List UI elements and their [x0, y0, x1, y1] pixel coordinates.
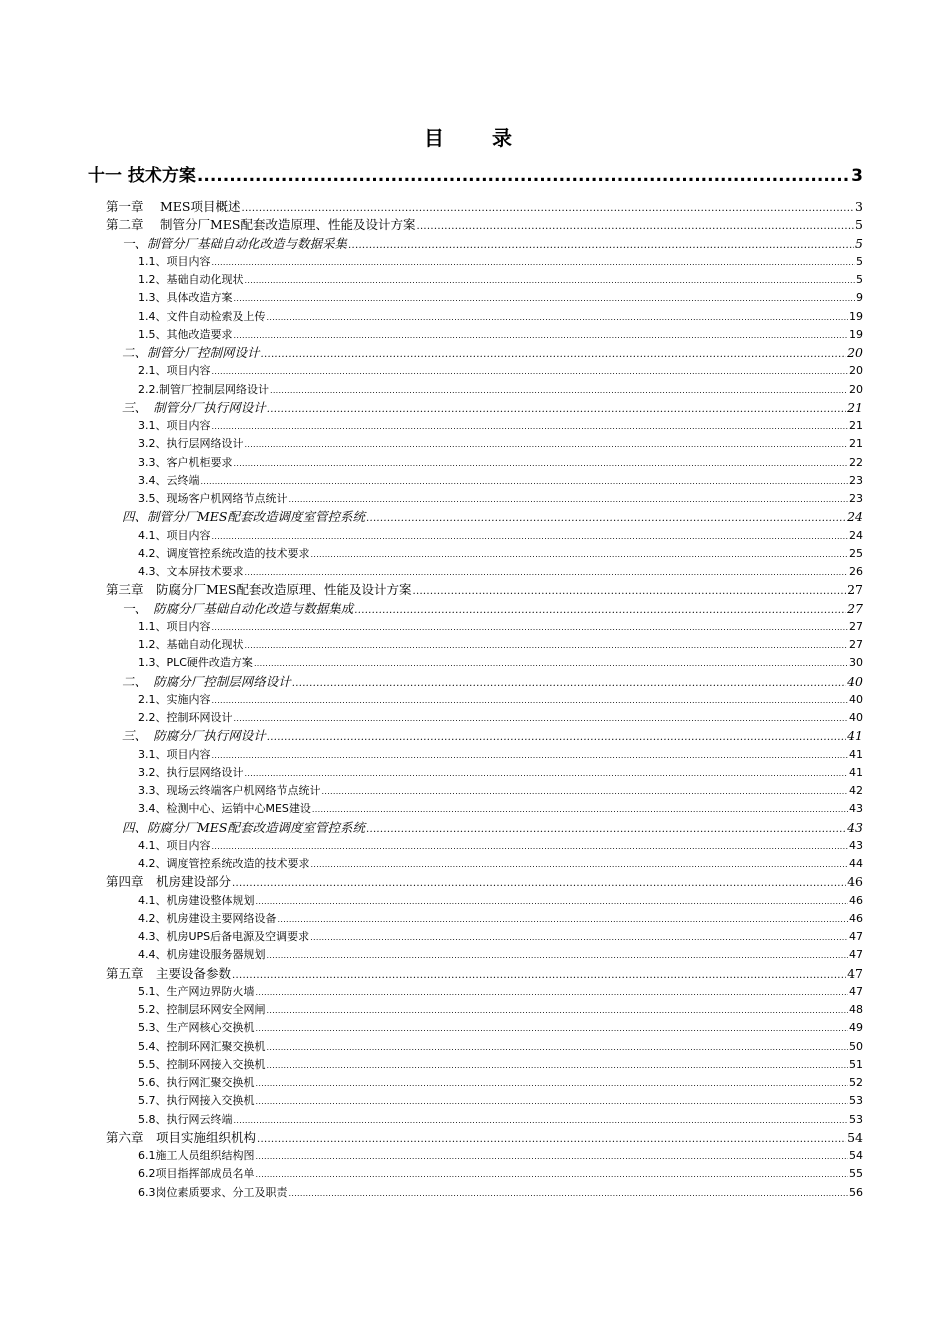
toc-entry-sub[interactable] — [138, 362, 863, 380]
toc-entry-label: 3.2、执行层网络设计 — [138, 437, 244, 451]
toc-entry-label: 5.5、控制环网接入交换机 — [138, 1057, 266, 1071]
toc-entry-label: 第三章 防腐分厂MES配套改造原理、性能及设计方案 — [106, 582, 412, 598]
toc-entry-page-number: 19 — [849, 309, 863, 323]
toc-entry-label: 3.1、项目内容 — [138, 747, 211, 761]
toc-leader-dots — [256, 1147, 849, 1166]
toc-entry-sub[interactable] — [138, 308, 863, 326]
toc-entry-page-number: 21 — [847, 399, 863, 415]
toc-entry-label: 4.3、文本屏技术要求 — [138, 565, 244, 578]
toc-leader-dots — [416, 216, 854, 236]
toc-entry-page-number: 3 — [855, 199, 863, 214]
toc-entry-sub[interactable] — [138, 472, 863, 490]
toc-leader-dots — [234, 289, 856, 308]
toc-entry-label: 3.5、现场客户机网络节点统计 — [138, 492, 288, 505]
toc-entry-label: 4.2、调度管控系统改造的技术要求 — [138, 546, 310, 560]
toc-entry-label: 三、 制管分厂执行网设计 — [122, 399, 266, 415]
toc-leader-dots — [312, 800, 848, 819]
toc-entry-page-number: 54 — [849, 1149, 863, 1162]
toc-entry-label: 5.4、控制环网汇聚交换机 — [138, 1039, 266, 1053]
toc-entry-sub[interactable] — [138, 910, 863, 928]
toc-entry-page-number: 55 — [849, 1167, 863, 1181]
toc-entry-sub[interactable] — [138, 1165, 863, 1183]
toc-entry-sub[interactable] — [138, 1038, 863, 1056]
toc-leader-dots — [245, 435, 849, 454]
toc-entry-page-number: 23 — [849, 473, 863, 487]
toc-entry-page-number: 43 — [849, 802, 863, 816]
toc-entry-label: 5.2、控制层环网安全网闸 — [138, 1003, 266, 1016]
toc-entry-label: 4.3、机房UPS后备电源及空调要求 — [138, 930, 310, 943]
toc-entry-sub[interactable] — [138, 800, 863, 818]
toc-entry-section[interactable] — [122, 673, 863, 691]
toc-entry-section[interactable] — [122, 399, 863, 417]
toc-entry-page-number: 21 — [849, 437, 863, 451]
toc-leader-dots — [234, 709, 849, 728]
toc-entry-page-number: 24 — [847, 509, 863, 525]
toc-leader-dots — [256, 1019, 849, 1038]
toc-entry-page-number: 53 — [849, 1112, 863, 1126]
toc-leader-dots — [232, 965, 846, 985]
toc-leader-dots — [234, 1111, 849, 1130]
toc-leader-dots — [289, 1184, 849, 1203]
toc-entry-label: 二、 防腐分厂控制层网络设计 — [122, 673, 291, 689]
toc-entry-chapter[interactable] — [106, 1129, 863, 1147]
toc-entry-page-number: 47 — [849, 930, 863, 943]
toc-entry-sub[interactable] — [138, 1147, 863, 1165]
toc-leader-dots — [245, 563, 849, 582]
toc-leader-dots — [261, 344, 847, 364]
toc-leader-dots — [256, 1165, 849, 1184]
toc-entry-label: 3.4、检测中心、运销中心MES建设 — [138, 802, 311, 816]
toc-entry-page-number: 47 — [849, 984, 863, 998]
toc-entry-label: 4.1、项目内容 — [138, 838, 211, 852]
toc-leader-dots — [267, 1056, 849, 1075]
toc-entry-chapter[interactable] — [106, 581, 863, 599]
toc-entry-page-number: 24 — [849, 528, 863, 542]
toc-leader-dots — [311, 855, 849, 874]
toc-leader-dots — [278, 910, 849, 929]
toc-entry-label: 2.1、项目内容 — [138, 364, 211, 378]
toc-leader-dots — [254, 654, 848, 673]
toc-entry-chapter[interactable] — [106, 873, 863, 891]
toc-leader-dots — [348, 235, 854, 255]
toc-entry-label: 1.4、文件自动检索及上传 — [138, 309, 266, 323]
toc-leader-dots — [212, 417, 849, 436]
toc-entry-label: 3.3、现场云终端客户机网络节点统计 — [138, 784, 321, 797]
toc-entry-sub[interactable] — [138, 892, 863, 910]
toc-entry-chapter[interactable] — [106, 965, 863, 983]
toc-entry-page-number: 27 — [849, 638, 863, 651]
toc-entry-section[interactable] — [122, 344, 863, 362]
toc-entry-page-number: 27 — [849, 619, 863, 633]
toc-leader-dots — [234, 326, 849, 345]
toc-entry-page-number: 27 — [847, 600, 863, 616]
toc-entry-page-number: 5 — [855, 235, 863, 251]
toc-leader-dots — [267, 399, 846, 419]
toc-entry-sub[interactable] — [138, 782, 863, 800]
toc-entry-page-number: 27 — [847, 582, 863, 598]
toc-entry-label: 一、 防腐分厂基础自动化改造与数据集成 — [122, 600, 354, 616]
toc-entry-label: 1.2、基础自动化现状 — [138, 273, 244, 286]
toc-entry-section[interactable] — [122, 235, 863, 253]
toc-entry-sub[interactable] — [138, 928, 863, 946]
toc-entry-page-number: 52 — [849, 1076, 863, 1089]
toc-entry-page-number: 5 — [856, 273, 863, 286]
toc-entry-label: 3.2、执行层网络设计 — [138, 765, 244, 779]
toc-leader-dots — [241, 198, 854, 218]
toc-entry-label: 1.2、基础自动化现状 — [138, 638, 244, 651]
toc-entry-page-number: 20 — [849, 382, 863, 396]
toc-entry-label: 第六章 项目实施组织机构 — [106, 1129, 257, 1145]
toc-entry-page-number: 51 — [849, 1057, 863, 1071]
toc-leader-dots — [201, 472, 849, 491]
toc-leader-dots — [311, 545, 849, 564]
toc-entry-page-number: 46 — [847, 874, 863, 890]
toc-entry-sub[interactable] — [138, 326, 863, 344]
toc-entry-page-number: 19 — [849, 327, 863, 341]
toc-entry-label: 3.3、客户机柜要求 — [138, 455, 233, 469]
toc-entry-page-number: 46 — [849, 911, 863, 925]
toc-entry-sub[interactable] — [138, 289, 863, 307]
toc-entry-section[interactable] — [122, 727, 863, 745]
toc-entry-sub[interactable] — [138, 764, 863, 782]
toc-leader-dots — [322, 782, 849, 801]
toc-entry-page-number: 25 — [849, 546, 863, 560]
toc-entry-page-number: 20 — [847, 345, 863, 360]
toc-entry-page-number: 3 — [851, 166, 863, 186]
toc-entry-page-number: 46 — [849, 893, 863, 907]
toc-entry-page-number: 23 — [849, 492, 863, 505]
toc-entry-label: 1.1、项目内容 — [138, 254, 211, 268]
toc-entry-sub[interactable] — [138, 271, 863, 289]
toc-leader-dots — [366, 508, 846, 528]
toc-leader-dots — [267, 946, 849, 965]
toc-entry-label: 4.4、机房建设服务器规划 — [138, 948, 266, 962]
toc-entry-page-number: 53 — [849, 1094, 863, 1108]
toc-entry-page-number: 41 — [849, 765, 863, 779]
toc-entry-label: 1.3、具体改造方案 — [138, 291, 233, 305]
toc-entry-sub[interactable] — [138, 563, 863, 581]
toc-leader-dots — [267, 1038, 849, 1057]
toc-entry-sub[interactable] — [138, 545, 863, 563]
toc-entry-page-number: 48 — [849, 1003, 863, 1016]
toc-entry-label: 三、 防腐分厂执行网设计 — [122, 728, 266, 744]
toc-entry-label: 一、制管分厂基础自动化改造与数据采集 — [122, 235, 348, 251]
toc-entry-label: 四、防腐分厂MES配套改造调度室管控系统 — [122, 819, 365, 835]
toc-entry-sub[interactable] — [138, 855, 863, 873]
toc-entry-page-number: 22 — [849, 455, 863, 469]
toc-leader-dots — [289, 490, 849, 509]
toc-entry-label: 第五章 主要设备参数 — [106, 965, 232, 981]
toc-entry-label: 二、制管分厂控制网设计 — [122, 345, 260, 360]
toc-leader-dots — [197, 164, 850, 188]
toc-entry-page-number: 43 — [847, 819, 863, 835]
toc-entry-page-number: 9 — [856, 291, 863, 305]
toc-leader-dots — [212, 837, 849, 856]
toc-leader-dots — [292, 673, 846, 693]
toc-leader-dots — [256, 1074, 849, 1093]
toc-entry-sub[interactable] — [138, 946, 863, 964]
toc-entry-label: 4.2、调度管控系统改造的技术要求 — [138, 857, 310, 870]
toc-entry-section[interactable] — [122, 508, 863, 526]
toc-leader-dots — [257, 1129, 846, 1149]
toc-entry-sub[interactable] — [138, 709, 863, 727]
toc-entry-chapter[interactable] — [106, 216, 863, 234]
toc-entry-page-number: 21 — [849, 419, 863, 432]
toc-entry-label: 5.3、生产网核心交换机 — [138, 1021, 255, 1035]
toc-entry-page-number: 40 — [849, 711, 863, 724]
toc-entry-sub[interactable] — [138, 1019, 863, 1037]
toc-leader-dots — [256, 892, 849, 911]
toc-leader-dots — [310, 928, 848, 947]
toc-entry-label: 5.6、执行网汇聚交换机 — [138, 1076, 255, 1089]
toc-entry-label: 四、制管分厂MES配套改造调度室管控系统 — [122, 509, 365, 525]
toc-leader-dots — [245, 271, 856, 290]
toc-entry-page-number: 26 — [849, 565, 863, 578]
toc-leader-dots — [212, 746, 849, 765]
toc-entry-page-number: 47 — [847, 965, 863, 981]
toc-entry-page-number: 44 — [849, 857, 863, 870]
toc-entry-label: 4.2、机房建设主要网络设备 — [138, 911, 277, 925]
toc-entry-label: 第一章 MES项目概述 — [106, 199, 241, 214]
toc-leader-dots — [212, 362, 849, 381]
toc-leader-dots — [256, 1092, 849, 1111]
toc-entry-label: 1.3、PLC硬件改造方案 — [138, 656, 253, 670]
toc-entry-sub[interactable] — [138, 746, 863, 764]
toc-entry-label: 3.1、项目内容 — [138, 419, 211, 432]
toc-entry-sub[interactable] — [138, 490, 863, 508]
toc-entry-label: 5.8、执行网云终端 — [138, 1112, 233, 1126]
toc-entry-sub[interactable] — [138, 1001, 863, 1019]
toc-entry-label: 2.2.制管厂控制层网络设计 — [138, 382, 269, 396]
toc-entry-sub[interactable] — [138, 636, 863, 654]
toc-entry-section[interactable] — [122, 819, 863, 837]
toc-entry-sub[interactable] — [138, 618, 863, 636]
toc-entry-label: 4.1、机房建设整体规划 — [138, 893, 255, 907]
toc-entry-sub[interactable] — [138, 435, 863, 453]
toc-entry-page-number: 5 — [856, 254, 863, 268]
toc-entry-top[interactable] — [88, 164, 863, 188]
toc-entry-label: 5.1、生产网边界防火墙 — [138, 984, 255, 998]
toc-entry-sub[interactable] — [138, 417, 863, 435]
toc-entry-label: 6.3岗位素质要求、分工及职责 — [138, 1185, 288, 1199]
toc-entry-label: 5.7、执行网接入交换机 — [138, 1094, 255, 1108]
toc-entry-page-number: 40 — [849, 692, 863, 706]
toc-entry-sub[interactable] — [138, 837, 863, 855]
toc-entry-sub[interactable] — [138, 1184, 863, 1202]
toc-entry-page-number: 47 — [849, 948, 863, 962]
toc-entry-sub[interactable] — [138, 654, 863, 672]
toc-entry-page-number: 41 — [847, 728, 863, 744]
toc-entry-label: 3.4、云终端 — [138, 473, 200, 487]
toc-entry-label: 1.5、其他改造要求 — [138, 327, 233, 341]
toc-leader-dots — [267, 1001, 849, 1020]
toc-entry-page-number: 5 — [855, 217, 863, 233]
toc-entry-label: 十一 技术方案 — [88, 166, 196, 186]
toc-entry-page-number: 43 — [849, 838, 863, 852]
toc-leader-dots — [212, 527, 849, 546]
toc-leader-dots — [270, 381, 848, 400]
toc-entry-sub[interactable] — [138, 691, 863, 709]
toc-entry-label: 2.1、实施内容 — [138, 692, 211, 706]
toc-entry-label: 第四章 机房建设部分 — [106, 874, 232, 890]
toc-leader-dots — [354, 600, 846, 620]
toc-entry-sub[interactable] — [138, 527, 863, 545]
toc-entry-sub[interactable] — [138, 381, 863, 399]
toc-entry-label: 2.2、控制环网设计 — [138, 711, 233, 724]
toc-entry-label: 4.1、项目内容 — [138, 528, 211, 542]
toc-entry-sub[interactable] — [138, 983, 863, 1001]
toc-leader-dots — [234, 454, 849, 473]
toc-entry-page-number: 42 — [849, 784, 863, 797]
toc-entry-page-number: 30 — [849, 656, 863, 670]
toc-entry-page-number: 50 — [849, 1039, 863, 1053]
toc-leader-dots — [413, 581, 847, 601]
toc-leader-dots — [256, 983, 849, 1002]
toc-entry-label: 6.2项目指挥部成员名单 — [138, 1167, 255, 1181]
toc-entry-sub[interactable] — [138, 1056, 863, 1074]
toc-title: 目 录 — [424, 126, 526, 150]
toc-entry-page-number: 20 — [849, 364, 863, 378]
toc-entry-page-number: 41 — [849, 747, 863, 761]
toc-leader-dots — [212, 618, 849, 637]
toc-entry-page-number: 56 — [849, 1185, 863, 1199]
toc-entry-sub[interactable] — [138, 1092, 863, 1110]
toc-leader-dots — [267, 308, 849, 327]
toc-leader-dots — [245, 764, 849, 783]
toc-leader-dots — [366, 819, 846, 839]
toc-entry-section[interactable] — [122, 600, 863, 618]
toc-leader-dots — [232, 873, 846, 893]
toc-entry-label: 6.1施工人员组织结构图 — [138, 1149, 255, 1162]
toc-entry-sub[interactable] — [138, 253, 863, 271]
toc-leader-dots — [212, 691, 849, 710]
toc-entry-sub[interactable] — [138, 1074, 863, 1092]
toc-entry-page-number: 49 — [849, 1021, 863, 1035]
toc-entry-label: 1.1、项目内容 — [138, 619, 211, 633]
toc-leader-dots — [267, 727, 846, 747]
toc-entry-page-number: 54 — [847, 1129, 863, 1145]
toc-entry-chapter[interactable] — [106, 198, 863, 216]
toc-entry-label: 第二章 制管分厂MES配套改造原理、性能及设计方案 — [106, 217, 416, 233]
toc-entry-sub[interactable] — [138, 454, 863, 472]
toc-leader-dots — [212, 253, 856, 272]
toc-entry-sub[interactable] — [138, 1111, 863, 1129]
toc-entry-page-number: 40 — [847, 673, 863, 689]
toc-leader-dots — [245, 636, 849, 655]
